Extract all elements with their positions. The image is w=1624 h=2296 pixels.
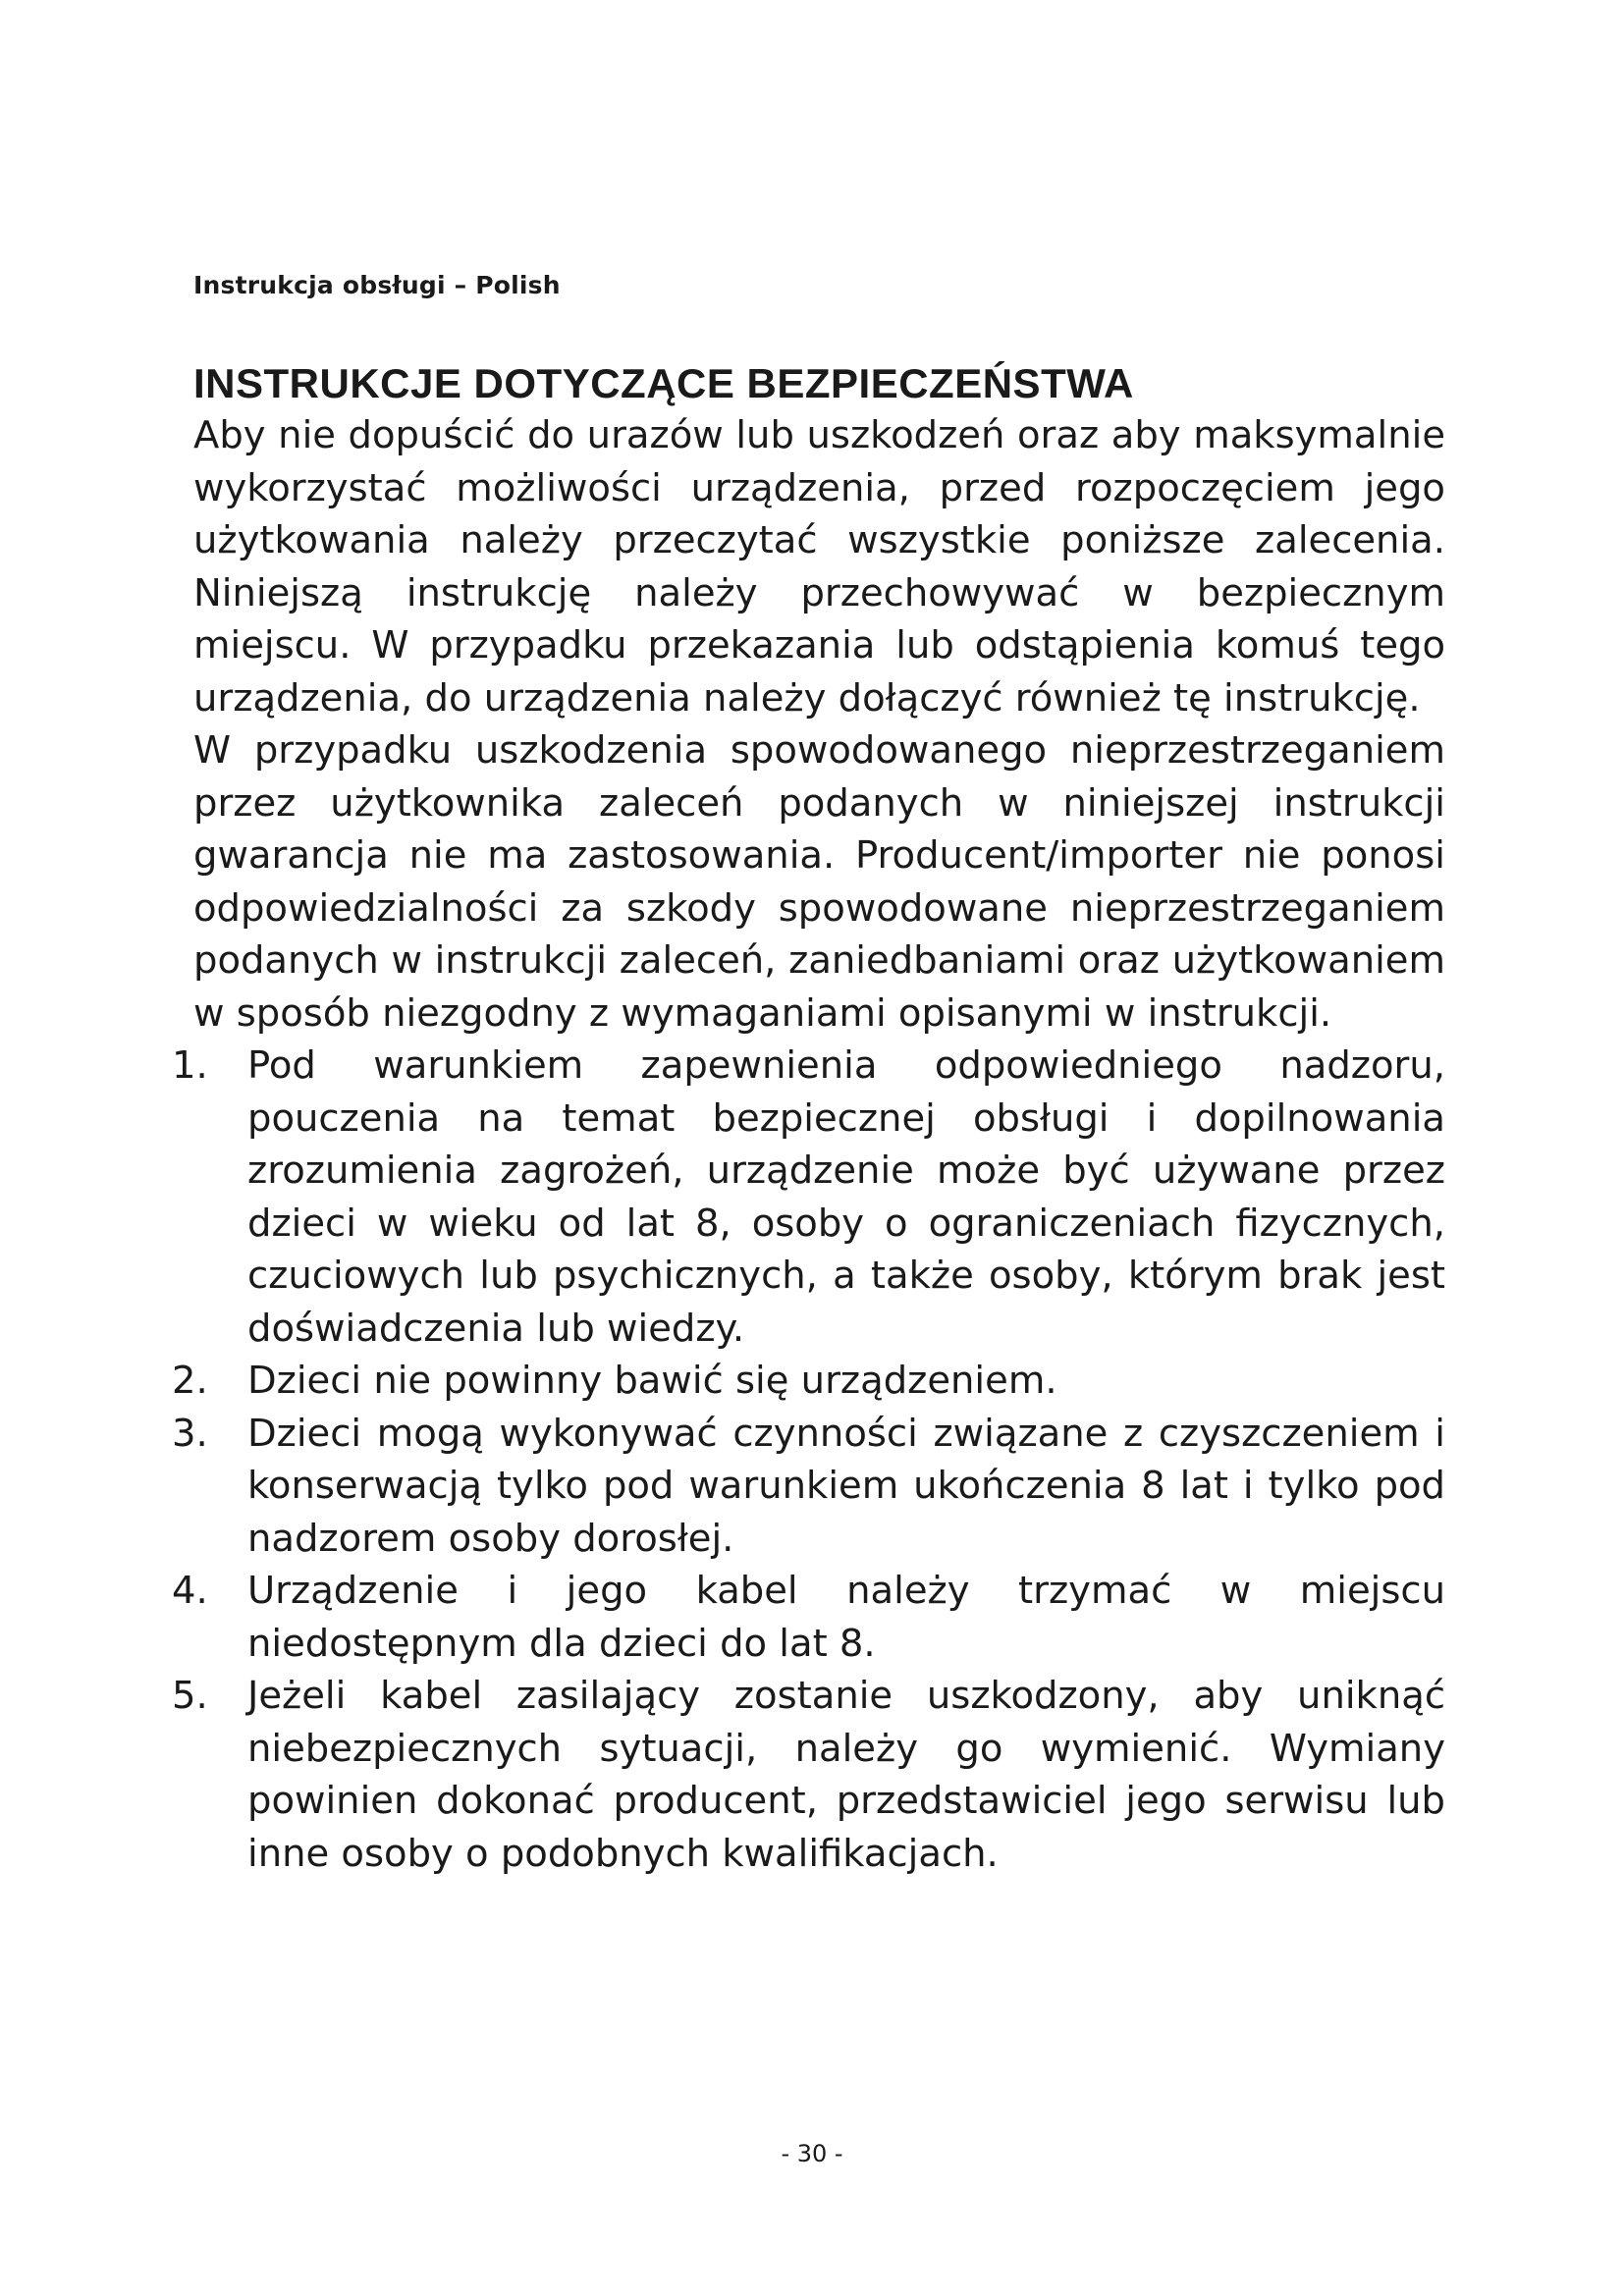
list-item-number: 4. <box>172 1569 208 1613</box>
list-item <box>172 1355 1445 1408</box>
page-number: - 30 - <box>781 2140 843 2167</box>
list-item-text: Dzieci mogą wykonywać czynności związane z czyszczeniem i konserwacją tylko pod warunkiem ukończenia 8 lat i tylko pod nadzorem osoby dorosłej. <box>247 1411 1445 1561</box>
list-item-number: 3. <box>172 1411 208 1456</box>
list-item-text: Pod warunkiem zapewnienia odpowiedniego nadzoru, pouczenia na temat bezpiecznej obsługi i dopilnowania zrozumienia zagrożeń, urządzenie może być używane przez dzieci w wieku od lat 8, osoby o ograniczeniach fizycznych, czuciowych lub psychicznych, a także osoby, którym brak jest doświadczenia lub wiedzy. <box>247 1043 1445 1351</box>
list-item-number: 2. <box>172 1359 208 1403</box>
section-title: INSTRUKCJE DOTYCZĄCE BEZPIECZEŃSTWA <box>193 360 1134 406</box>
list-item <box>172 1565 1445 1670</box>
safety-section <box>172 358 1445 1880</box>
safety-list <box>172 1040 1445 1880</box>
list-item-number: 5. <box>172 1674 208 1718</box>
list-item-text: Dzieci nie powinny bawić się urządzeniem. <box>247 1359 1057 1403</box>
list-item-text: Jeżeli kabel zasilający zostanie uszkodzony, aby uniknąć niebezpiecznych sytuacji, należy go wymienić. Wymiany powinien dokonać producent, przedstawiciel jego serwisu lub inne osoby o podobnych kwalifikacjach. <box>247 1674 1445 1876</box>
list-item <box>172 1408 1445 1566</box>
intro-paragraph: Aby nie dopuścić do urazów lub uszkodzeń oraz aby maksymalnie wykorzystać możliwości urządzenia, przed rozpoczęciem jego użytkowania należy przeczytać wszystkie poniższe zalecenia. Niniejszą instrukcję należy przechowywać w bezpiecznym miejscu. W przypadku przekazania lub odstąpienia komuś tego urządzenia, do urządzenia należy dołączyć również tę instrukcję. <box>193 413 1445 721</box>
list-item-text: Urządzenie i jego kabel należy trzymać w miejscu niedostępnym dla dzieci do lat 8. <box>247 1569 1445 1666</box>
warranty-paragraph: W przypadku uszkodzenia spowodowanego nieprzestrzeganiem przez użytkownika zaleceń podanych w niniejszej instrukcji gwarancja nie ma zastosowania. Producent/importer nie ponosi odpowiedzialności za szkody spowodowane nieprzestrzeganiem podanych w instrukcji zaleceń, zaniedbaniami oraz użytkowaniem w sposób niezgodny z wymaganiami opisanymi w instrukcji. <box>193 728 1445 1036</box>
list-item-number: 1. <box>172 1043 208 1088</box>
running-header: Instrukcja obsługi – Polish <box>193 271 561 299</box>
list-item <box>172 1040 1445 1355</box>
list-item <box>172 1670 1445 1880</box>
